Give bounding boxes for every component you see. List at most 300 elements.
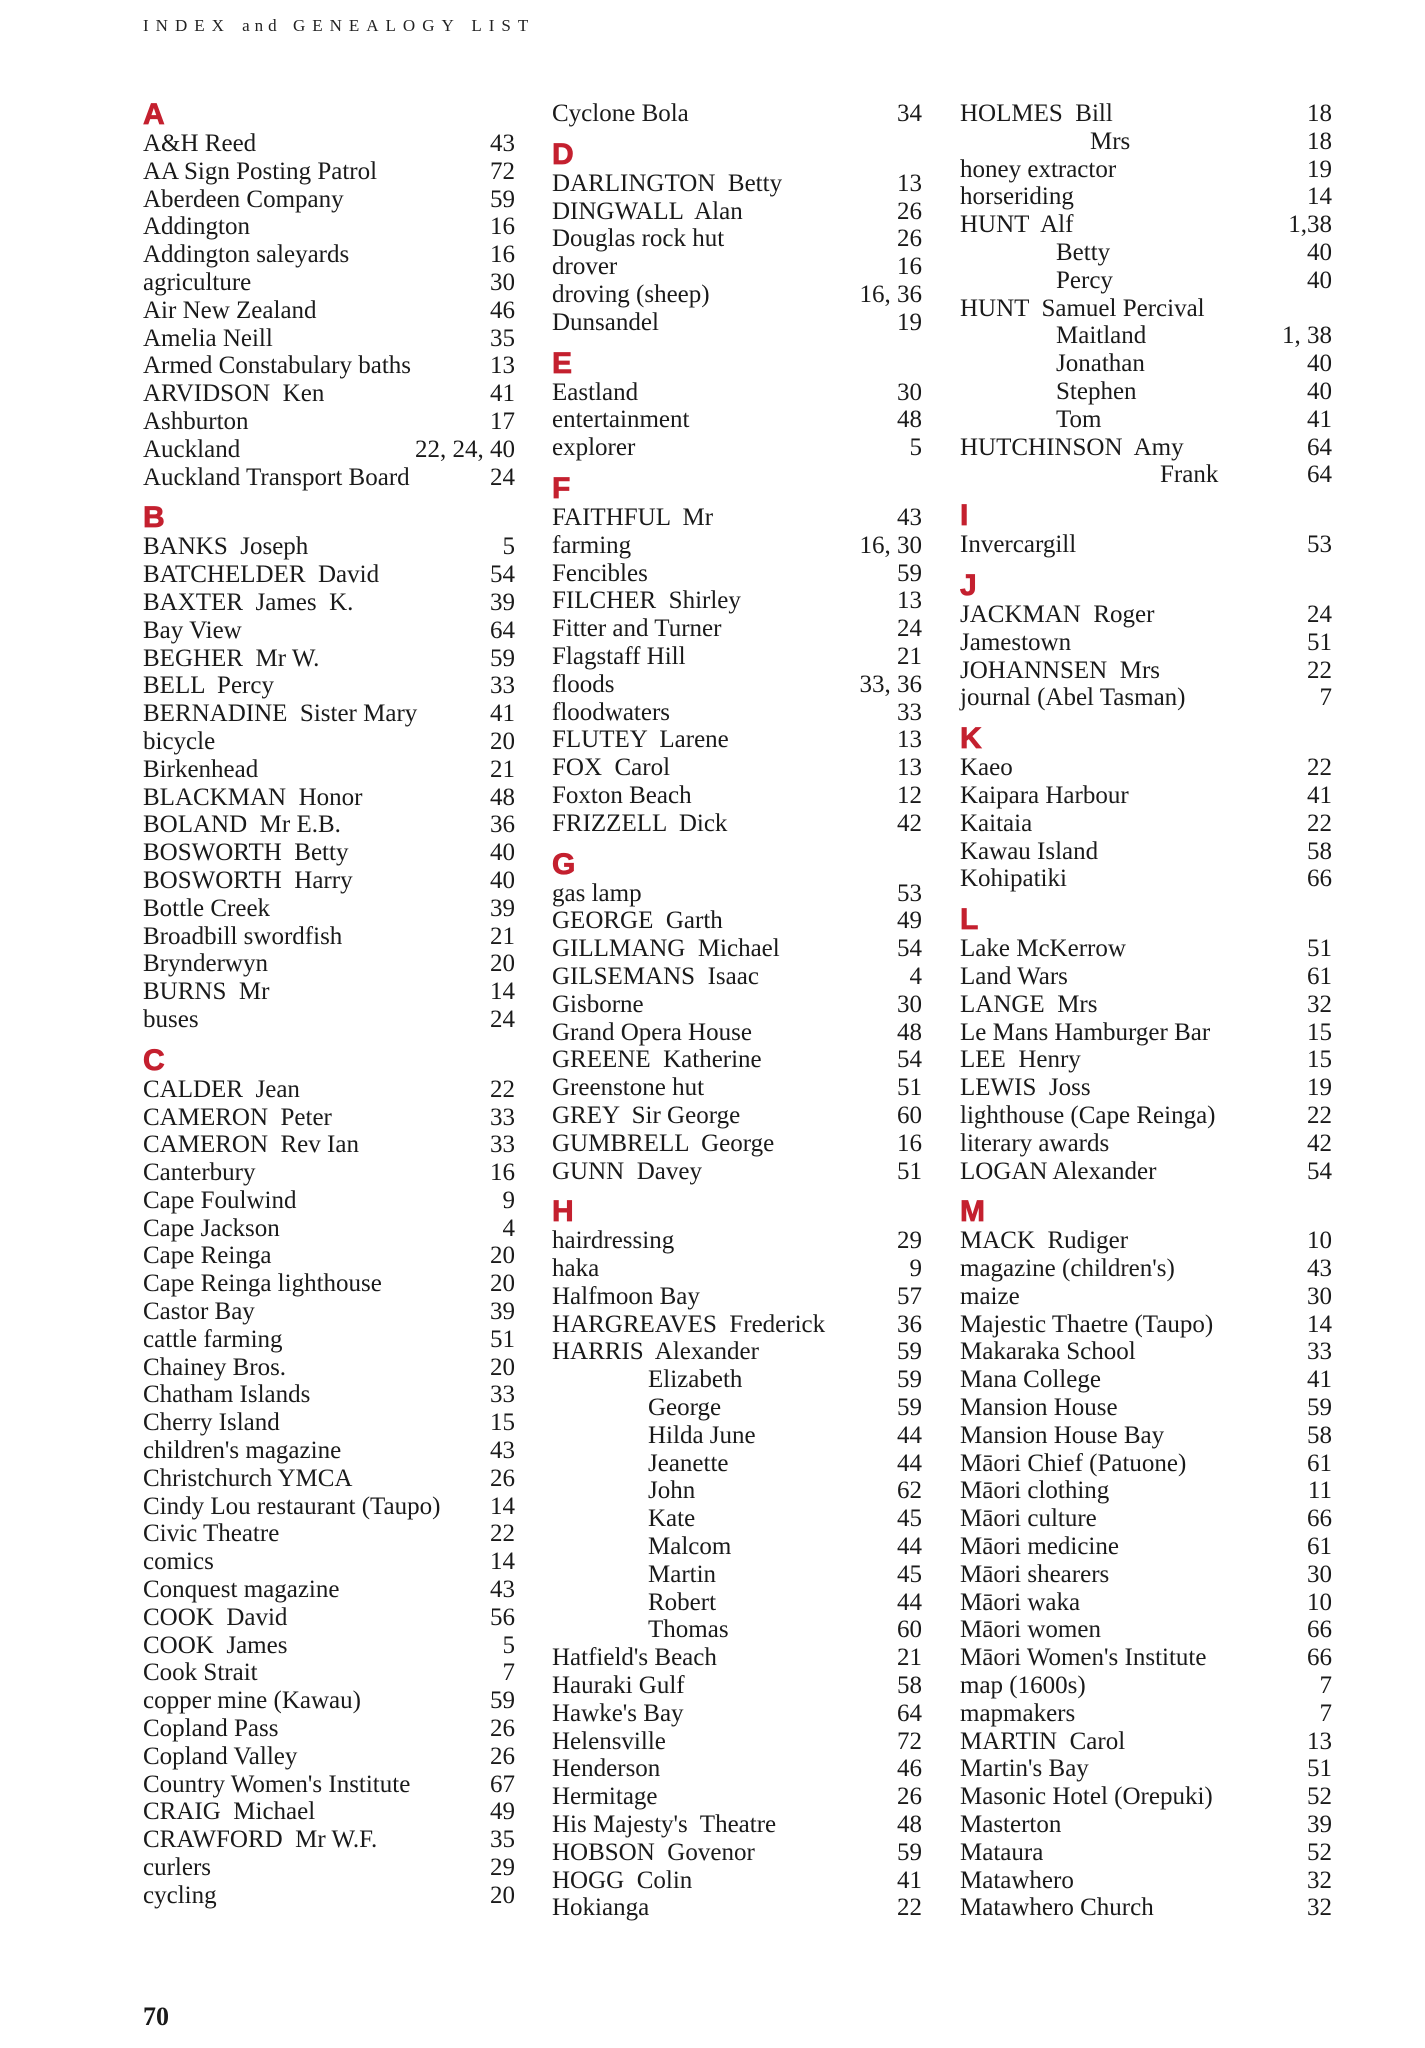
- entry-term: Māori medicine: [960, 1533, 1119, 1561]
- entry-pages: 32: [1307, 1866, 1332, 1894]
- entry-term: Māori Women's Institute: [960, 1644, 1207, 1672]
- entry-pages: 32: [1307, 990, 1332, 1018]
- entry-term: Henderson: [552, 1755, 661, 1783]
- section-letter-heading: J: [960, 568, 977, 602]
- entry-term: FRIZZELL Dick: [552, 809, 728, 837]
- entry-term: FAITHFUL Mr: [552, 503, 714, 531]
- entry-term: Mansion House: [960, 1394, 1118, 1422]
- index-entry: [960, 1728, 1332, 1756]
- entry-pages: 16, 36: [859, 280, 922, 308]
- index-entry: [143, 589, 515, 617]
- index-entry: [960, 657, 1332, 685]
- entry-pages: 72: [490, 157, 515, 185]
- entry-pages: 42: [1307, 1129, 1332, 1157]
- entry-pages: 15: [1307, 1046, 1332, 1074]
- section-letter-heading: K: [960, 722, 982, 756]
- index-entry: [552, 1311, 922, 1339]
- index-entry: [960, 461, 1332, 489]
- entry-pages: 43: [897, 503, 922, 531]
- index-entry: [143, 811, 515, 839]
- entry-pages: 33: [490, 1131, 515, 1159]
- index-entry: [143, 1326, 515, 1354]
- index-entry: [552, 309, 922, 337]
- entry-pages: 51: [897, 1157, 922, 1185]
- section-letter-heading: L: [960, 903, 979, 937]
- entry-term: LOGAN Alexander: [960, 1157, 1157, 1185]
- entry-term: Cindy Lou restaurant (Taupo): [143, 1492, 441, 1520]
- entry-pages: 4: [502, 1214, 515, 1242]
- entry-term: GUNN Davey: [552, 1157, 702, 1185]
- index-entry: [143, 1771, 515, 1799]
- entry-term: Kate: [648, 1505, 696, 1533]
- entry-pages: 59: [897, 1838, 922, 1866]
- entry-term: agriculture: [143, 268, 252, 296]
- index-entry: [552, 1158, 922, 1186]
- entry-pages: 44: [897, 1449, 922, 1477]
- entry-pages: 16: [897, 253, 922, 281]
- entry-term: cycling: [143, 1881, 217, 1909]
- entry-term: Addington: [143, 213, 250, 241]
- entry-pages: 43: [490, 1437, 515, 1465]
- entry-term: children's magazine: [143, 1437, 342, 1465]
- index-entry: [143, 867, 515, 895]
- entry-term: Land Wars: [960, 962, 1068, 990]
- entry-pages: 14: [490, 1548, 515, 1576]
- running-head-and: and: [242, 16, 282, 35]
- entry-term: Matawhero Church: [960, 1894, 1154, 1922]
- entry-pages: 5: [502, 533, 515, 561]
- entry-term: gas lamp: [552, 879, 642, 907]
- entry-term: GREY Sir George: [552, 1101, 741, 1129]
- entry-pages: 40: [1307, 377, 1332, 405]
- entry-term: Aberdeen Company: [143, 185, 344, 213]
- entry-pages: 51: [1307, 628, 1332, 656]
- entry-term: GEORGE Garth: [552, 907, 723, 935]
- entry-term: copper mine (Kawau): [143, 1687, 361, 1715]
- index-entry: [552, 1019, 922, 1047]
- entry-pages: 22: [1307, 1101, 1332, 1129]
- entry-pages: 64: [490, 616, 515, 644]
- entry-term: farming: [552, 531, 632, 559]
- index-entry: [552, 1894, 922, 1922]
- section-letter-heading: M: [960, 1195, 985, 1229]
- entry-pages: 22: [1307, 656, 1332, 684]
- index-entry: [960, 1505, 1332, 1533]
- index-entry: [552, 1700, 922, 1728]
- entry-term: Ashburton: [143, 407, 249, 435]
- entry-term: Māori shearers: [960, 1560, 1110, 1588]
- index-entry: [143, 1187, 515, 1215]
- index-entry: [552, 1839, 922, 1867]
- index-entry: [552, 1505, 922, 1533]
- index-entry: [552, 615, 922, 643]
- index-section: [552, 100, 922, 128]
- entry-pages: 54: [1307, 1157, 1332, 1185]
- index-section: [143, 1043, 515, 1910]
- index-entry: [143, 1632, 515, 1660]
- index-entry: [552, 100, 922, 128]
- section-letter-heading: E: [552, 346, 573, 380]
- section-letter-heading: B: [143, 501, 165, 535]
- index-entry: [143, 1465, 515, 1493]
- index-entry: [552, 991, 922, 1019]
- index-entry: [960, 754, 1332, 782]
- entry-pages: 20: [490, 1270, 515, 1298]
- entry-term: Douglas rock hut: [552, 225, 725, 253]
- entry-pages: 20: [490, 1242, 515, 1270]
- entry-pages: 67: [490, 1770, 515, 1798]
- index-entry: [552, 1450, 922, 1478]
- entry-term: DARLINGTON Betty: [552, 169, 783, 197]
- index-entry: [960, 1422, 1332, 1450]
- entry-pages: 13: [897, 169, 922, 197]
- entry-pages: 54: [897, 1046, 922, 1074]
- index-section: [960, 724, 1332, 893]
- entry-pages: 26: [490, 1464, 515, 1492]
- index-entry: [552, 1074, 922, 1102]
- entry-pages: 62: [897, 1477, 922, 1505]
- entry-term: BAXTER James K.: [143, 588, 354, 616]
- entry-pages: 19: [897, 308, 922, 336]
- index-entry: [143, 1576, 515, 1604]
- entry-pages: 40: [490, 839, 515, 867]
- entry-term: Tom: [1056, 405, 1102, 433]
- entry-term: CAMERON Peter: [143, 1103, 332, 1131]
- entry-term: COOK James: [143, 1631, 288, 1659]
- index-entry: [552, 532, 922, 560]
- entry-term: Halfmoon Bay: [552, 1282, 700, 1310]
- page-number: 70: [143, 2002, 169, 2031]
- entry-term: honey extractor: [960, 155, 1117, 183]
- entry-term: comics: [143, 1548, 214, 1576]
- section-letter-heading: A: [143, 98, 165, 131]
- entry-pages: 21: [490, 922, 515, 950]
- entry-pages: 60: [897, 1616, 922, 1644]
- index-entry: [552, 1102, 922, 1130]
- entry-pages: 64: [1307, 461, 1332, 489]
- entry-pages: 32: [1307, 1894, 1332, 1922]
- entry-term: floods: [552, 670, 615, 698]
- entry-term: Hawke's Bay: [552, 1699, 684, 1727]
- index-entry: [552, 170, 922, 198]
- entry-pages: 41: [897, 1866, 922, 1894]
- entry-pages: 19: [1307, 155, 1332, 183]
- entry-pages: 40: [1307, 350, 1332, 378]
- entry-term: Christchurch YMCA: [143, 1464, 353, 1492]
- entry-pages: 21: [897, 642, 922, 670]
- entry-term: Martin: [648, 1560, 717, 1588]
- index-entry: [960, 1894, 1332, 1922]
- index-entry: [960, 1394, 1332, 1422]
- entry-term: LEWIS Joss: [960, 1074, 1091, 1102]
- entry-term: Eastland: [552, 378, 639, 406]
- entry-term: Lake McKerrow: [960, 935, 1126, 963]
- index-entry: [552, 935, 922, 963]
- index-entry: [552, 1755, 922, 1783]
- entry-pages: 33: [490, 1103, 515, 1131]
- index-entry: [552, 1130, 922, 1158]
- entry-term: map (1600s): [960, 1672, 1086, 1700]
- entry-term: Bottle Creek: [143, 894, 271, 922]
- entry-term: Cyclone Bola: [552, 100, 689, 127]
- entry-pages: 57: [897, 1282, 922, 1310]
- entry-pages: 7: [1319, 1672, 1332, 1700]
- entry-term: Chainey Bros.: [143, 1353, 287, 1381]
- index-entry: [143, 436, 515, 464]
- entry-term: Mana College: [960, 1366, 1101, 1394]
- entry-term: Kaitaia: [960, 809, 1033, 837]
- entry-pages: 26: [897, 197, 922, 225]
- index-entry: [552, 1283, 922, 1311]
- entry-term: MACK Rudiger: [960, 1227, 1129, 1255]
- index-entry: [143, 1493, 515, 1521]
- index-entry: [552, 1616, 922, 1644]
- index-entry: [552, 1561, 922, 1589]
- entry-pages: 61: [1307, 962, 1332, 990]
- index-entry: [960, 963, 1332, 991]
- index-entry: [552, 1811, 922, 1839]
- entry-term: LEE Henry: [960, 1046, 1081, 1074]
- entry-pages: 51: [897, 1074, 922, 1102]
- index-entry: [552, 782, 922, 810]
- entry-pages: 24: [897, 615, 922, 643]
- entry-pages: 46: [490, 296, 515, 324]
- index-entry: [143, 672, 515, 700]
- entry-term: FILCHER Shirley: [552, 587, 741, 615]
- entry-term: ARVIDSON Ken: [143, 380, 325, 408]
- index-entry: [552, 1394, 922, 1422]
- entry-term: CRAWFORD Mr W.F.: [143, 1826, 378, 1854]
- entry-term: GREENE Katherine: [552, 1046, 762, 1074]
- entry-pages: 34: [897, 100, 922, 127]
- entry-pages: 52: [1307, 1838, 1332, 1866]
- index-entry: [143, 1687, 515, 1715]
- index-entry: [552, 281, 922, 309]
- entry-term: Masonic Hotel (Orepuki): [960, 1783, 1213, 1811]
- entry-pages: 9: [909, 1255, 922, 1283]
- entry-pages: 72: [897, 1727, 922, 1755]
- entry-pages: 18: [1307, 100, 1332, 127]
- entry-pages: 16, 30: [859, 531, 922, 559]
- entry-term: Māori women: [960, 1616, 1101, 1644]
- index-entry: [552, 1589, 922, 1617]
- entry-term: Castor Bay: [143, 1298, 255, 1326]
- entry-term: Amelia Neill: [143, 324, 273, 352]
- index-entry: [960, 434, 1332, 462]
- entry-pages: 16: [490, 241, 515, 269]
- entry-term: Kaipara Harbour: [960, 781, 1129, 809]
- entry-pages: 29: [897, 1227, 922, 1255]
- entry-pages: 59: [897, 1366, 922, 1394]
- index-entry: [960, 1477, 1332, 1505]
- entry-pages: 66: [1307, 865, 1332, 893]
- entry-pages: 44: [897, 1421, 922, 1449]
- entry-pages: 56: [490, 1603, 515, 1631]
- entry-term: Kohipatiki: [960, 865, 1067, 893]
- index-entry: [143, 1798, 515, 1826]
- entry-term: Mansion House Bay: [960, 1421, 1165, 1449]
- index-entry: [552, 1227, 922, 1255]
- entry-term: drover: [552, 253, 618, 281]
- entry-pages: 59: [490, 185, 515, 213]
- entry-term: Fencibles: [552, 559, 648, 587]
- entry-pages: 16: [897, 1129, 922, 1157]
- entry-pages: 52: [1307, 1783, 1332, 1811]
- entry-term: Helensville: [552, 1727, 666, 1755]
- entry-pages: 24: [1307, 600, 1332, 628]
- index-entry: [143, 213, 515, 241]
- entry-pages: 49: [490, 1798, 515, 1826]
- index-entry: [143, 1548, 515, 1576]
- entry-term: Flagstaff Hill: [552, 642, 686, 670]
- running-head: [143, 16, 535, 36]
- entry-term: CAMERON Rev Ian: [143, 1131, 359, 1159]
- entry-pages: 22: [490, 1075, 515, 1103]
- entry-pages: 54: [490, 561, 515, 589]
- index-entry: [143, 1270, 515, 1298]
- index-entry: [143, 1131, 515, 1159]
- entry-term: A&H Reed: [143, 130, 257, 157]
- entry-term: HUNT Samuel Percival: [960, 294, 1205, 322]
- entry-term: Thomas: [648, 1616, 729, 1644]
- index-entry: [552, 1366, 922, 1394]
- entry-pages: 35: [490, 1826, 515, 1854]
- index-entry: [960, 601, 1332, 629]
- entry-term: His Majesty's Theatre: [552, 1811, 777, 1839]
- index-entry: [143, 1242, 515, 1270]
- entry-pages: 41: [1307, 781, 1332, 809]
- entry-term: Martin's Bay: [960, 1755, 1089, 1783]
- entry-pages: 4: [909, 962, 922, 990]
- entry-term: Gisborne: [552, 990, 644, 1018]
- index-entry: [552, 726, 922, 754]
- entry-pages: 33: [1307, 1338, 1332, 1366]
- index-entry: [960, 1533, 1332, 1561]
- entry-term: Percy: [1056, 266, 1113, 294]
- entry-term: CALDER Jean: [143, 1075, 300, 1103]
- index-entry: [143, 784, 515, 812]
- index-entry: [960, 156, 1332, 184]
- entry-term: entertainment: [552, 406, 690, 434]
- entry-term: Mataura: [960, 1838, 1044, 1866]
- index-entry: [960, 1561, 1332, 1589]
- entry-term: Makaraka School: [960, 1338, 1136, 1366]
- entry-pages: 21: [897, 1644, 922, 1672]
- entry-term: Greenstone hut: [552, 1074, 705, 1102]
- index-entry: [960, 100, 1332, 128]
- entry-term: Māori clothing: [960, 1477, 1110, 1505]
- entry-term: Birkenhead: [143, 755, 259, 783]
- index-section: [960, 1197, 1332, 1922]
- entry-pages: 36: [897, 1310, 922, 1338]
- entry-term: Auckland: [143, 435, 241, 463]
- entry-term: George: [648, 1394, 722, 1422]
- entry-pages: 40: [490, 866, 515, 894]
- running-head-index: INDEX: [143, 16, 231, 35]
- entry-term: BLACKMAN Honor: [143, 783, 363, 811]
- index-entry: [552, 810, 922, 838]
- entry-term: Chatham Islands: [143, 1381, 311, 1409]
- index-section: [552, 847, 922, 1186]
- index-entry: [960, 1783, 1332, 1811]
- entry-pages: 13: [897, 726, 922, 754]
- entry-term: Cape Reinga: [143, 1242, 272, 1270]
- entry-pages: 24: [490, 463, 515, 491]
- index-entry: [960, 183, 1332, 211]
- entry-pages: 48: [897, 406, 922, 434]
- entry-pages: 44: [897, 1588, 922, 1616]
- section-letter-heading: G: [552, 847, 576, 881]
- index-entry: [143, 325, 515, 353]
- index-section: [960, 568, 1332, 712]
- entry-pages: 17: [490, 407, 515, 435]
- entry-pages: 1,38: [1288, 211, 1332, 239]
- index-entry: [552, 907, 922, 935]
- index-entry: [552, 1728, 922, 1756]
- index-entry: [960, 1450, 1332, 1478]
- entry-pages: 9: [502, 1186, 515, 1214]
- index-entry: [143, 1076, 515, 1104]
- index-entry: [143, 1409, 515, 1437]
- entry-term: Air New Zealand: [143, 296, 317, 324]
- entry-pages: 33: [490, 672, 515, 700]
- entry-term: Brynderwyn: [143, 950, 268, 978]
- index-entry: [960, 1867, 1332, 1895]
- entry-term: Cape Foulwind: [143, 1186, 297, 1214]
- entry-pages: 20: [490, 1881, 515, 1909]
- index-entry: [143, 1854, 515, 1882]
- index-entry: [143, 1381, 515, 1409]
- entry-term: Cook Strait: [143, 1659, 258, 1687]
- entry-pages: 64: [897, 1699, 922, 1727]
- entry-term: Dunsandel: [552, 308, 659, 336]
- entry-pages: 41: [490, 380, 515, 408]
- entry-term: cattle farming: [143, 1325, 283, 1353]
- entry-term: bicycle: [143, 727, 216, 755]
- index-entry: [552, 504, 922, 532]
- index-entry: [552, 379, 922, 407]
- entry-term: FLUTEY Larene: [552, 726, 729, 754]
- index-entry: [960, 865, 1332, 893]
- entry-term: Elizabeth: [648, 1366, 743, 1394]
- entry-term: Masterton: [960, 1811, 1062, 1839]
- entry-term: Auckland Transport Board: [143, 463, 410, 491]
- entry-pages: 54: [897, 935, 922, 963]
- entry-pages: 20: [490, 950, 515, 978]
- entry-term: BERNADINE Sister Mary: [143, 700, 418, 728]
- entry-pages: 10: [1307, 1588, 1332, 1616]
- entry-pages: 59: [897, 1394, 922, 1422]
- index-entry: [960, 406, 1332, 434]
- index-entry: [960, 991, 1332, 1019]
- entry-term: HARRIS Alexander: [552, 1338, 759, 1366]
- index-entry: [960, 378, 1332, 406]
- entry-pages: 30: [1307, 1282, 1332, 1310]
- entry-pages: 16: [490, 213, 515, 241]
- index-entry: [960, 1811, 1332, 1839]
- entry-term: Cape Jackson: [143, 1214, 280, 1242]
- index-entry: [143, 408, 515, 436]
- entry-term: Māori culture: [960, 1505, 1097, 1533]
- entry-term: Frank: [1160, 461, 1219, 489]
- entry-term: BELL Percy: [143, 672, 274, 700]
- entry-term: Invercargill: [960, 531, 1077, 559]
- entry-term: Grand Opera House: [552, 1018, 752, 1046]
- entry-term: Hilda June: [648, 1421, 756, 1449]
- index-entry: [552, 587, 922, 615]
- index-entry: [552, 880, 922, 908]
- entry-pages: 11: [1307, 1477, 1332, 1505]
